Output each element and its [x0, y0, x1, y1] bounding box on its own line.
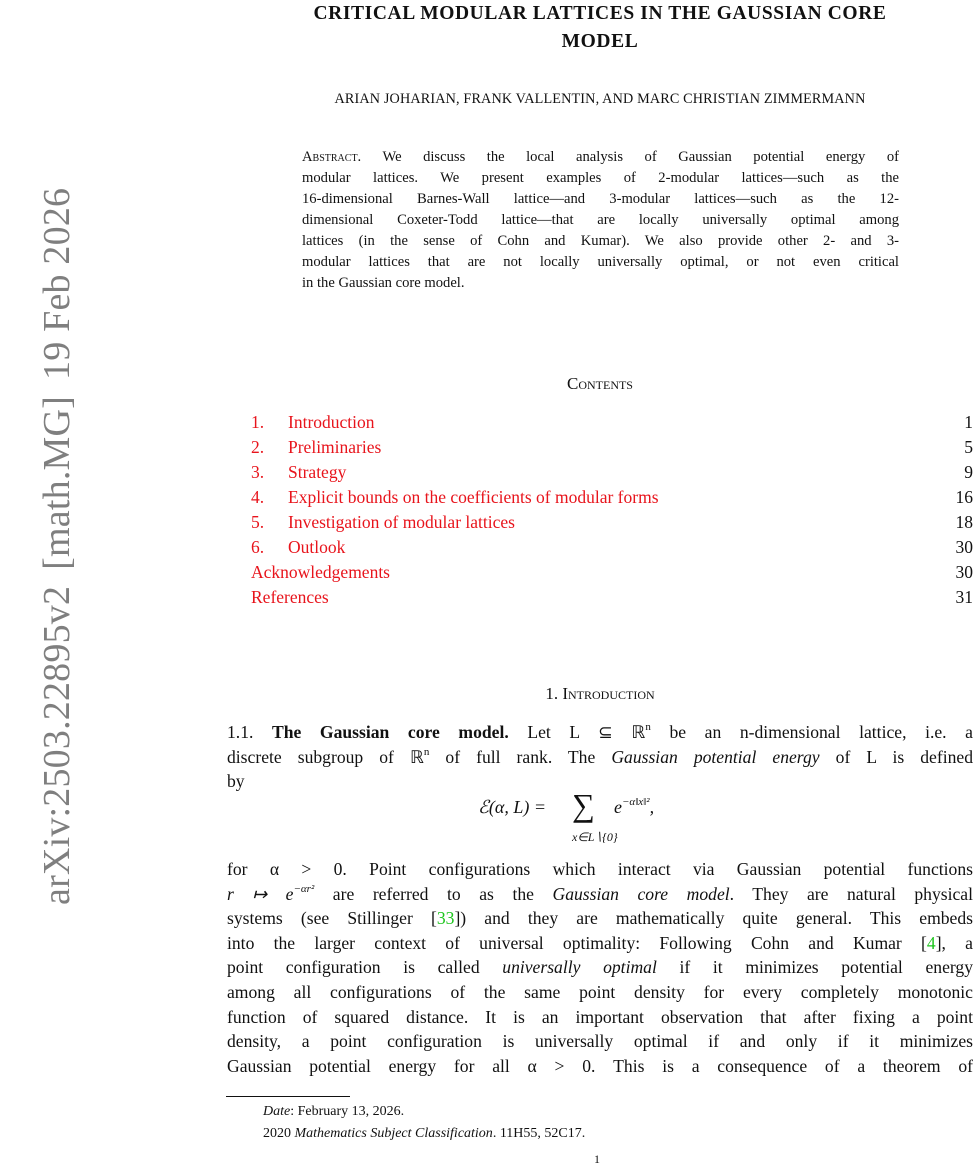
author-list: ARIAN JOHARIAN, FRANK VALLENTIN, AND MARC CHRISTIAN ZIMMERMANN — [334, 91, 866, 107]
arxiv-category: [math.MG] — [36, 395, 78, 570]
body-line: density, a point configuration is universally optimal if and only if it minimizes — [227, 1031, 973, 1052]
toc-link-investigation[interactable]: 5. Investigation of modular lattices — [251, 512, 515, 532]
table-of-contents — [251, 410, 973, 610]
toc-page-number: 30 — [955, 537, 973, 557]
toc-row — [251, 435, 973, 460]
toc-row — [251, 460, 973, 485]
toc-page-number: 18 — [955, 512, 973, 532]
section-heading-introduction: 1. Introduction — [545, 684, 655, 703]
footnote-msc: 2020 Mathematics Subject Classification. 11H55, 52C17. — [263, 1126, 586, 1141]
toc-link-introduction[interactable]: 1. Introduction — [251, 412, 375, 432]
term-universally-optimal: universally optimal — [502, 957, 657, 978]
abstract — [302, 147, 899, 294]
body-line: function of squared distance. It is an important observation that after fixing a point — [227, 1006, 973, 1027]
equation-lhs: ℰ(α, L) = — [478, 797, 546, 817]
toc-row — [251, 560, 973, 585]
toc-row — [251, 535, 973, 560]
toc-link-strategy[interactable]: 3. Strategy — [251, 462, 347, 482]
paper-title — [230, 0, 970, 56]
toc-page-number: 16 — [955, 487, 973, 507]
toc-page-number: 31 — [955, 587, 973, 607]
abstract-line: in the Gaussian core model. — [302, 275, 465, 291]
citation-link-33[interactable]: 33 — [436, 908, 455, 929]
summation-symbol: ∑ — [572, 787, 595, 823]
toc-page-number: 30 — [955, 562, 973, 582]
term-gaussian-core-model: Gaussian core model — [552, 883, 730, 904]
toc-row — [251, 410, 973, 435]
title-line-1: CRITICAL MODULAR LATTICES IN THE GAUSSIAN CORE — [313, 3, 887, 24]
toc-row — [251, 485, 973, 510]
arxiv-id: arXiv:2503.22895v2 — [36, 585, 78, 905]
footnote-rule — [226, 1096, 350, 1097]
body-line: 1.1. The Gaussian core model. Let L ⊆ ℝ$^n$ be an n-dimensional lattice, i.e. a — [227, 721, 973, 742]
equation-rhs: $e^{-\alpha‖x‖^2}$, — [614, 796, 655, 817]
toc-link-references[interactable]: References — [251, 587, 329, 607]
toc-page-number: 5 — [964, 437, 973, 457]
arxiv-date: 19 Feb 2026 — [36, 187, 78, 380]
subsection-title: The Gaussian core model. — [271, 722, 509, 742]
body-line: systems (see Stillinger [33]) and they are mathematically quite general. This embeds — [227, 908, 973, 929]
summation-index: x∈L∖{0} — [572, 830, 618, 844]
citation-link-4[interactable]: 4 — [926, 932, 936, 953]
toc-link-preliminaries[interactable]: 2. Preliminaries — [251, 437, 382, 457]
term-gaussian-potential-energy: Gaussian potential energy — [611, 746, 820, 767]
title-line-2: MODEL — [561, 31, 639, 52]
abstract-line: dimensional Coxeter-Todd lattice—that are locally universally optimal among — [302, 212, 899, 228]
page-number: 1 — [594, 1152, 600, 1166]
footnote-date: Date: February 13, 2026. — [263, 1104, 405, 1119]
body-line: discrete subgroup of ℝ$^n$ of full rank. The Gaussian potential energy of L is defined — [227, 745, 973, 767]
toc-page-number: 9 — [964, 462, 973, 482]
toc-link-acknowledgements[interactable]: Acknowledgements — [251, 562, 390, 582]
toc-row — [251, 585, 973, 610]
body-line: among all configurations of the same point density for every completely monotonic — [227, 981, 973, 1002]
arxiv-watermark — [38, 188, 76, 905]
toc-page-number: 1 — [964, 412, 973, 432]
body-line: r ↦ $e^{-\alpha r^2}$ are referred to as the Gaussian core model. They are natural physical — [227, 882, 973, 904]
subsection-number: 1.1. — [227, 722, 254, 742]
contents-heading: Contents — [566, 374, 633, 393]
toc-link-outlook[interactable]: 6. Outlook — [251, 537, 346, 557]
paragraph-2 — [227, 857, 973, 1078]
abstract-line: modular lattices that are not locally universally optimal, or not even critical — [302, 254, 899, 270]
toc-row — [251, 510, 973, 535]
body-line: Gaussian potential energy for all α > 0. This is a consequence of a theorem of — [227, 1055, 973, 1076]
abstract-line: lattices (in the sense of Cohn and Kumar). We also provide other 2- and 3- — [302, 233, 899, 249]
toc-link-explicit-bounds[interactable]: 4. Explicit bounds on the coefficients of modular forms — [251, 487, 659, 507]
abstract-line: modular lattices. We present examples of 2-modular lattices—such as the — [302, 170, 899, 186]
body-line: point configuration is called universally optimal if it minimizes potential energy — [227, 957, 974, 978]
body-line: for α > 0. Point configurations which interact via Gaussian potential functions — [227, 859, 973, 879]
body-line: by — [227, 771, 245, 792]
paragraph-1 — [227, 720, 973, 794]
abstract-line: 16-dimensional Barnes-Wall lattice—and 3-modular lattices—such as the 12- — [302, 191, 899, 207]
body-line: into the larger context of universal optimality: Following Cohn and Kumar [4], a — [227, 932, 973, 953]
abstract-label: Abstract. — [302, 149, 362, 165]
abstract-line: Abstract. We discuss the local analysis of Gaussian potential energy of — [302, 149, 899, 165]
